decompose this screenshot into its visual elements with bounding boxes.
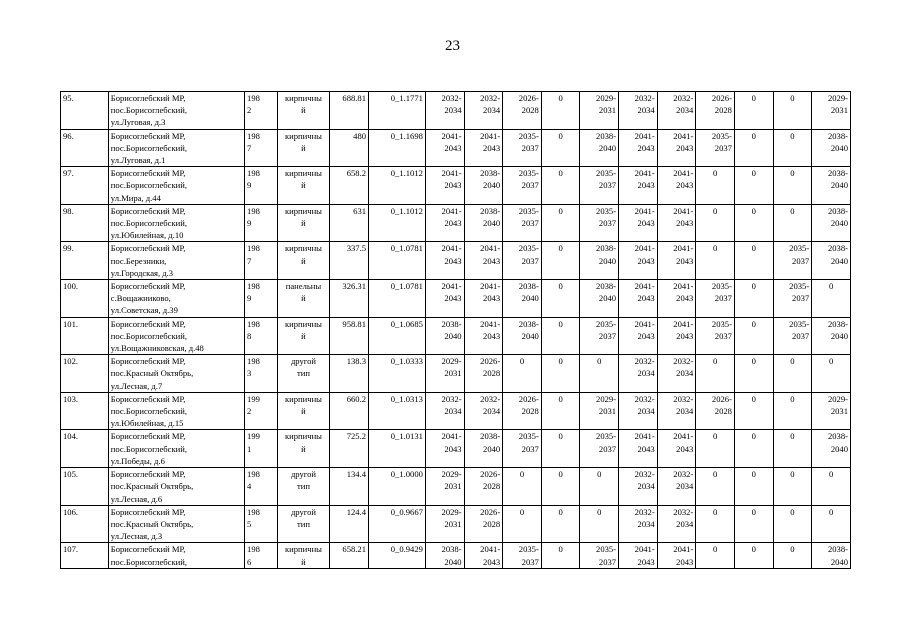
repair-period-cell: 2029- 2031 (425, 468, 464, 506)
address-cell (108, 204, 244, 242)
address-line: Борисоглебский МР, (110, 243, 186, 254)
address-line: пос.Борисоглебский, (110, 330, 187, 341)
row-number: 100. (61, 280, 109, 318)
repair-period-cell: 2032- 2034 (657, 92, 696, 130)
repair-period-cell: 2029- 2031 (425, 505, 464, 543)
wall-material: кирпичны й (277, 317, 330, 355)
repair-period-cell: 0 (734, 92, 773, 130)
address-line: ул.Городская, д.3 (110, 267, 174, 278)
repair-period-cell: 0 (734, 392, 773, 430)
row-number: 103. (61, 392, 109, 430)
repair-period-cell: 2032- 2034 (657, 505, 696, 543)
repair-period-cell: 2041- 2043 (464, 317, 503, 355)
repair-period-cell: 0 (812, 280, 851, 318)
build-year: 198 2 (245, 92, 278, 130)
build-year: 198 3 (245, 355, 278, 393)
repair-period-cell: 2038- 2040 (812, 242, 851, 280)
repair-period-cell: 2041- 2043 (657, 204, 696, 242)
repair-period-cell: 2035- 2037 (580, 543, 619, 568)
wall-material: панельны й (277, 280, 330, 318)
priority-index: 0_1.1771 (369, 92, 426, 130)
address-line: пос.Борисоглебский, (110, 142, 187, 153)
row-number: 99. (61, 242, 109, 280)
repair-period-cell: 0 (734, 543, 773, 568)
repair-period-cell: 0 (773, 392, 812, 430)
priority-index: 0_1.0781 (369, 280, 426, 318)
repair-period-cell: 2041- 2043 (619, 204, 658, 242)
repair-period-cell: 2038- 2040 (464, 204, 503, 242)
repair-period-cell: 2032- 2034 (425, 92, 464, 130)
repair-period-cell: 0 (541, 505, 580, 543)
repair-period-cell: 2038- 2040 (464, 430, 503, 468)
repair-period-cell: 2041- 2043 (464, 129, 503, 167)
repair-period-cell: 2032- 2034 (425, 392, 464, 430)
wall-material: кирпичны й (277, 167, 330, 205)
repair-period-cell: 2041- 2043 (619, 543, 658, 568)
repair-period-cell: 2041- 2043 (619, 430, 658, 468)
repair-period-cell: 2041- 2043 (619, 167, 658, 205)
repair-period-cell: 2038- 2040 (425, 543, 464, 568)
repair-period-cell: 0 (541, 242, 580, 280)
repair-period-cell: 2032- 2034 (619, 468, 658, 506)
repair-period-cell: 0 (734, 280, 773, 318)
repair-period-cell: 2032- 2034 (619, 355, 658, 393)
repair-period-cell: 2038- 2040 (580, 129, 619, 167)
repair-period-cell: 2026- 2028 (503, 92, 542, 130)
repair-period-cell: 2041- 2043 (464, 242, 503, 280)
repair-period-cell: 0 (734, 505, 773, 543)
repair-period-cell: 2038- 2040 (503, 280, 542, 318)
address-cell (108, 167, 244, 205)
repair-period-cell: 2035- 2037 (773, 242, 812, 280)
repair-period-cell: 0 (503, 468, 542, 506)
repair-period-cell: 2038- 2040 (425, 317, 464, 355)
repair-period-cell: 0 (734, 317, 773, 355)
repair-period-cell: 2041- 2043 (464, 280, 503, 318)
address-line: Борисоглебский МР, (110, 469, 186, 480)
repair-period-cell: 2038- 2040 (812, 129, 851, 167)
repair-period-cell: 2029- 2031 (580, 92, 619, 130)
total-area: 337.5 (330, 242, 369, 280)
repair-period-cell: 2032- 2034 (619, 505, 658, 543)
row-number: 106. (61, 505, 109, 543)
table-body (61, 92, 851, 569)
build-year: 198 7 (245, 129, 278, 167)
address-cell (108, 355, 244, 393)
wall-material: кирпичны й (277, 204, 330, 242)
wall-material: другой тип (277, 468, 330, 506)
repair-period-cell: 2041- 2043 (657, 129, 696, 167)
repair-period-cell: 2035- 2037 (503, 129, 542, 167)
repair-period-cell: 2035- 2037 (580, 317, 619, 355)
address-line: Борисоглебский МР, (110, 431, 186, 442)
repair-period-cell: 2032- 2034 (619, 392, 658, 430)
repair-period-cell: 0 (734, 167, 773, 205)
repair-period-cell: 2041- 2043 (619, 242, 658, 280)
repair-period-cell: 2035- 2037 (696, 129, 735, 167)
address-cell (108, 505, 244, 543)
repair-period-cell: 2035- 2037 (580, 430, 619, 468)
repair-period-cell: 2026- 2028 (464, 355, 503, 393)
address-line: пос.Борисоглебский, (110, 443, 187, 454)
address-line: ул.Лесная, д.6 (110, 493, 163, 504)
repair-period-cell: 0 (541, 92, 580, 130)
repair-period-cell: 2029- 2031 (812, 92, 851, 130)
address-line: Борисоглебский МР, (110, 506, 186, 517)
repair-period-cell: 2035- 2037 (773, 317, 812, 355)
row-number: 101. (61, 317, 109, 355)
table-row (61, 317, 851, 355)
address-line: пос.Березники, (110, 255, 167, 266)
build-year: 198 5 (245, 505, 278, 543)
total-area: 480 (330, 129, 369, 167)
wall-material: кирпичны й (277, 242, 330, 280)
repair-period-cell: 2035- 2037 (773, 280, 812, 318)
row-number: 95. (61, 92, 109, 130)
address-line: ул.Советская, д.39 (110, 305, 178, 316)
repair-period-cell: 0 (541, 430, 580, 468)
repair-period-cell: 2041- 2043 (425, 242, 464, 280)
repair-period-cell: 0 (503, 505, 542, 543)
repair-period-cell: 0 (773, 468, 812, 506)
address-line: пос.Борисоглебский, (110, 218, 187, 229)
build-year: 198 9 (245, 204, 278, 242)
address-cell (108, 242, 244, 280)
repair-period-cell: 2032- 2034 (657, 468, 696, 506)
total-area: 660.2 (330, 392, 369, 430)
priority-index: 0_1.1698 (369, 129, 426, 167)
priority-index: 0_0.9429 (369, 543, 426, 568)
repair-period-cell: 0 (773, 543, 812, 568)
priority-index: 0_1.0781 (369, 242, 426, 280)
priority-index: 0_1.0131 (369, 430, 426, 468)
build-year: 198 6 (245, 543, 278, 568)
address-line: ул.Мира, д.44 (110, 192, 161, 203)
repair-period-cell: 2035- 2037 (503, 543, 542, 568)
repair-period-cell: 0 (541, 204, 580, 242)
row-number: 104. (61, 430, 109, 468)
repair-period-cell: 2029- 2031 (812, 392, 851, 430)
priority-index: 0_1.1012 (369, 167, 426, 205)
priority-index: 0_1.1012 (369, 204, 426, 242)
address-line: пос.Красный Октябрь, (110, 368, 194, 379)
repair-period-cell: 0 (541, 468, 580, 506)
repair-period-cell: 0 (503, 355, 542, 393)
table-row (61, 505, 851, 543)
address-line: Борисоглебский МР, (110, 168, 186, 179)
address-line: Борисоглебский МР, (110, 205, 186, 216)
repair-period-cell: 2041- 2043 (657, 167, 696, 205)
address-line: Борисоглебский МР, (110, 318, 186, 329)
repair-period-cell: 2035- 2037 (503, 167, 542, 205)
repair-period-cell: 0 (696, 204, 735, 242)
address-line: ул.Луговая, д.3 (110, 117, 166, 128)
total-area: 326.31 (330, 280, 369, 318)
repair-period-cell: 0 (773, 505, 812, 543)
address-cell (108, 543, 244, 568)
repair-period-cell: 2041- 2043 (657, 317, 696, 355)
capital-repair-schedule-table (60, 91, 851, 569)
repair-period-cell: 0 (696, 242, 735, 280)
repair-period-cell: 0 (812, 505, 851, 543)
repair-period-cell: 2026- 2028 (696, 92, 735, 130)
address-line: ул.Луговая, д.1 (110, 155, 166, 166)
table-row (61, 167, 851, 205)
repair-period-cell: 2041- 2043 (425, 167, 464, 205)
repair-period-cell: 0 (541, 317, 580, 355)
row-number: 98. (61, 204, 109, 242)
address-line: ул.Победы, д.6 (110, 455, 165, 466)
wall-material: кирпичны й (277, 543, 330, 568)
repair-period-cell: 2041- 2043 (425, 204, 464, 242)
wall-material: другой тип (277, 505, 330, 543)
address-line: ул.Лесная, д.7 (110, 380, 163, 391)
repair-period-cell: 2038- 2040 (812, 430, 851, 468)
priority-index: 0_1.0333 (369, 355, 426, 393)
address-line: ул.Вощажниковская, д.48 (110, 343, 204, 354)
repair-period-cell: 2038- 2040 (812, 167, 851, 205)
table-row (61, 92, 851, 130)
build-year: 198 8 (245, 317, 278, 355)
repair-period-cell: 2041- 2043 (425, 430, 464, 468)
address-line: ул.Юбилейная, д.15 (110, 418, 184, 429)
repair-period-cell: 0 (541, 392, 580, 430)
repair-period-cell: 2038- 2040 (812, 204, 851, 242)
repair-period-cell: 0 (541, 355, 580, 393)
repair-period-cell: 2041- 2043 (619, 317, 658, 355)
address-line: Борисоглебский МР, (110, 130, 186, 141)
wall-material: кирпичны й (277, 129, 330, 167)
repair-period-cell: 2032- 2034 (657, 355, 696, 393)
address-cell (108, 468, 244, 506)
row-number: 96. (61, 129, 109, 167)
table-row (61, 129, 851, 167)
repair-period-cell: 0 (696, 468, 735, 506)
repair-period-cell: 2041- 2043 (425, 280, 464, 318)
repair-period-cell: 2026- 2028 (464, 468, 503, 506)
repair-period-cell: 2035- 2037 (696, 317, 735, 355)
repair-period-cell: 2038- 2040 (464, 167, 503, 205)
repair-period-cell: 0 (773, 167, 812, 205)
build-year: 198 9 (245, 280, 278, 318)
repair-period-cell: 2038- 2040 (580, 280, 619, 318)
repair-period-cell: 2035- 2037 (503, 204, 542, 242)
address-cell (108, 317, 244, 355)
priority-index: 0_1.0313 (369, 392, 426, 430)
address-line: пос.Красный Октябрь, (110, 518, 194, 529)
table-row (61, 468, 851, 506)
total-area: 688.81 (330, 92, 369, 130)
address-cell (108, 392, 244, 430)
table-row (61, 242, 851, 280)
row-number: 105. (61, 468, 109, 506)
table-row (61, 355, 851, 393)
table-row (61, 280, 851, 318)
repair-period-cell: 0 (734, 129, 773, 167)
address-line: Борисоглебский МР, (110, 544, 186, 555)
repair-period-cell: 2038- 2040 (812, 543, 851, 568)
address-cell (108, 92, 244, 130)
repair-period-cell: 2029- 2031 (580, 392, 619, 430)
total-area: 658.2 (330, 167, 369, 205)
repair-period-cell: 2041- 2043 (464, 543, 503, 568)
repair-period-cell: 0 (773, 204, 812, 242)
repair-period-cell: 0 (541, 280, 580, 318)
address-line: Борисоглебский МР, (110, 281, 186, 292)
repair-period-cell: 2041- 2043 (425, 129, 464, 167)
repair-period-cell: 0 (541, 167, 580, 205)
repair-period-cell: 0 (696, 430, 735, 468)
address-line: ул.Лесная, д.3 (110, 531, 163, 542)
build-year: 199 2 (245, 392, 278, 430)
repair-period-cell: 2032- 2034 (464, 92, 503, 130)
address-line: пос.Красный Октябрь, (110, 481, 194, 492)
repair-period-cell: 2041- 2043 (657, 280, 696, 318)
repair-period-cell: 0 (773, 92, 812, 130)
total-area: 658.21 (330, 543, 369, 568)
row-number: 102. (61, 355, 109, 393)
priority-index: 0_0.9667 (369, 505, 426, 543)
repair-period-cell: 0 (773, 355, 812, 393)
address-line: пос.Борисоглебский, (110, 406, 187, 417)
wall-material: кирпичны й (277, 392, 330, 430)
table-row (61, 392, 851, 430)
repair-period-cell: 0 (734, 204, 773, 242)
repair-period-cell: 0 (734, 468, 773, 506)
address-line: Борисоглебский МР, (110, 356, 186, 367)
wall-material: кирпичны й (277, 92, 330, 130)
repair-period-cell: 2026- 2028 (503, 392, 542, 430)
repair-period-cell: 0 (734, 242, 773, 280)
total-area: 138.3 (330, 355, 369, 393)
repair-period-cell: 2041- 2043 (657, 242, 696, 280)
repair-period-cell: 2035- 2037 (580, 204, 619, 242)
build-year: 198 7 (245, 242, 278, 280)
repair-period-cell: 2035- 2037 (696, 280, 735, 318)
repair-period-cell: 2041- 2043 (657, 543, 696, 568)
table-row (61, 204, 851, 242)
repair-period-cell: 2038- 2040 (812, 317, 851, 355)
repair-period-cell: 0 (580, 505, 619, 543)
repair-period-cell: 0 (734, 355, 773, 393)
row-number: 107. (61, 543, 109, 568)
repair-period-cell: 0 (812, 468, 851, 506)
total-area: 631 (330, 204, 369, 242)
priority-index: 0_1.0000 (369, 468, 426, 506)
build-year: 198 9 (245, 167, 278, 205)
repair-period-cell: 0 (696, 505, 735, 543)
page-number: 23 (445, 38, 460, 54)
address-line: пос.Борисоглебский, (110, 105, 187, 116)
repair-period-cell: 2041- 2043 (657, 430, 696, 468)
table-row (61, 543, 851, 568)
address-cell (108, 129, 244, 167)
total-area: 725.2 (330, 430, 369, 468)
repair-period-cell: 0 (696, 355, 735, 393)
repair-period-cell: 0 (773, 430, 812, 468)
row-number: 97. (61, 167, 109, 205)
repair-period-cell: 0 (541, 543, 580, 568)
repair-period-cell: 2041- 2043 (619, 129, 658, 167)
address-line: Борисоглебский МР, (110, 93, 186, 103)
repair-period-cell: 2038- 2040 (580, 242, 619, 280)
repair-period-cell: 2026- 2028 (696, 392, 735, 430)
repair-period-cell: 2032- 2034 (619, 92, 658, 130)
repair-period-cell: 0 (734, 430, 773, 468)
build-year: 198 4 (245, 468, 278, 506)
repair-period-cell: 2035- 2037 (580, 167, 619, 205)
repair-period-cell: 0 (812, 355, 851, 393)
wall-material: кирпичны й (277, 430, 330, 468)
total-area: 958.81 (330, 317, 369, 355)
repair-period-cell: 2035- 2037 (503, 430, 542, 468)
address-cell (108, 280, 244, 318)
repair-period-cell: 0 (580, 355, 619, 393)
address-line: пос.Борисоглебский, (110, 180, 187, 191)
repair-period-cell: 2029- 2031 (425, 355, 464, 393)
repair-period-cell: 0 (580, 468, 619, 506)
build-year: 199 1 (245, 430, 278, 468)
repair-period-cell: 2032- 2034 (657, 392, 696, 430)
priority-index: 0_1.0685 (369, 317, 426, 355)
address-line: Борисоглебский МР, (110, 393, 186, 404)
repair-period-cell: 2035- 2037 (503, 242, 542, 280)
address-line: с.Вощажниково, (110, 293, 171, 304)
total-area: 134.4 (330, 468, 369, 506)
wall-material: другой тип (277, 355, 330, 393)
repair-period-cell: 0 (696, 543, 735, 568)
address-cell (108, 430, 244, 468)
address-line: пос.Борисоглебский, (110, 556, 187, 567)
address-line: ул.Юбилейная, д.10 (110, 230, 184, 241)
repair-period-cell: 2041- 2043 (619, 280, 658, 318)
repair-period-cell: 0 (696, 167, 735, 205)
repair-period-cell: 2038- 2040 (503, 317, 542, 355)
repair-period-cell: 2032- 2034 (464, 392, 503, 430)
repair-period-cell: 2026- 2028 (464, 505, 503, 543)
repair-period-cell: 0 (773, 129, 812, 167)
total-area: 124.4 (330, 505, 369, 543)
repair-period-cell: 0 (541, 129, 580, 167)
table-row (61, 430, 851, 468)
